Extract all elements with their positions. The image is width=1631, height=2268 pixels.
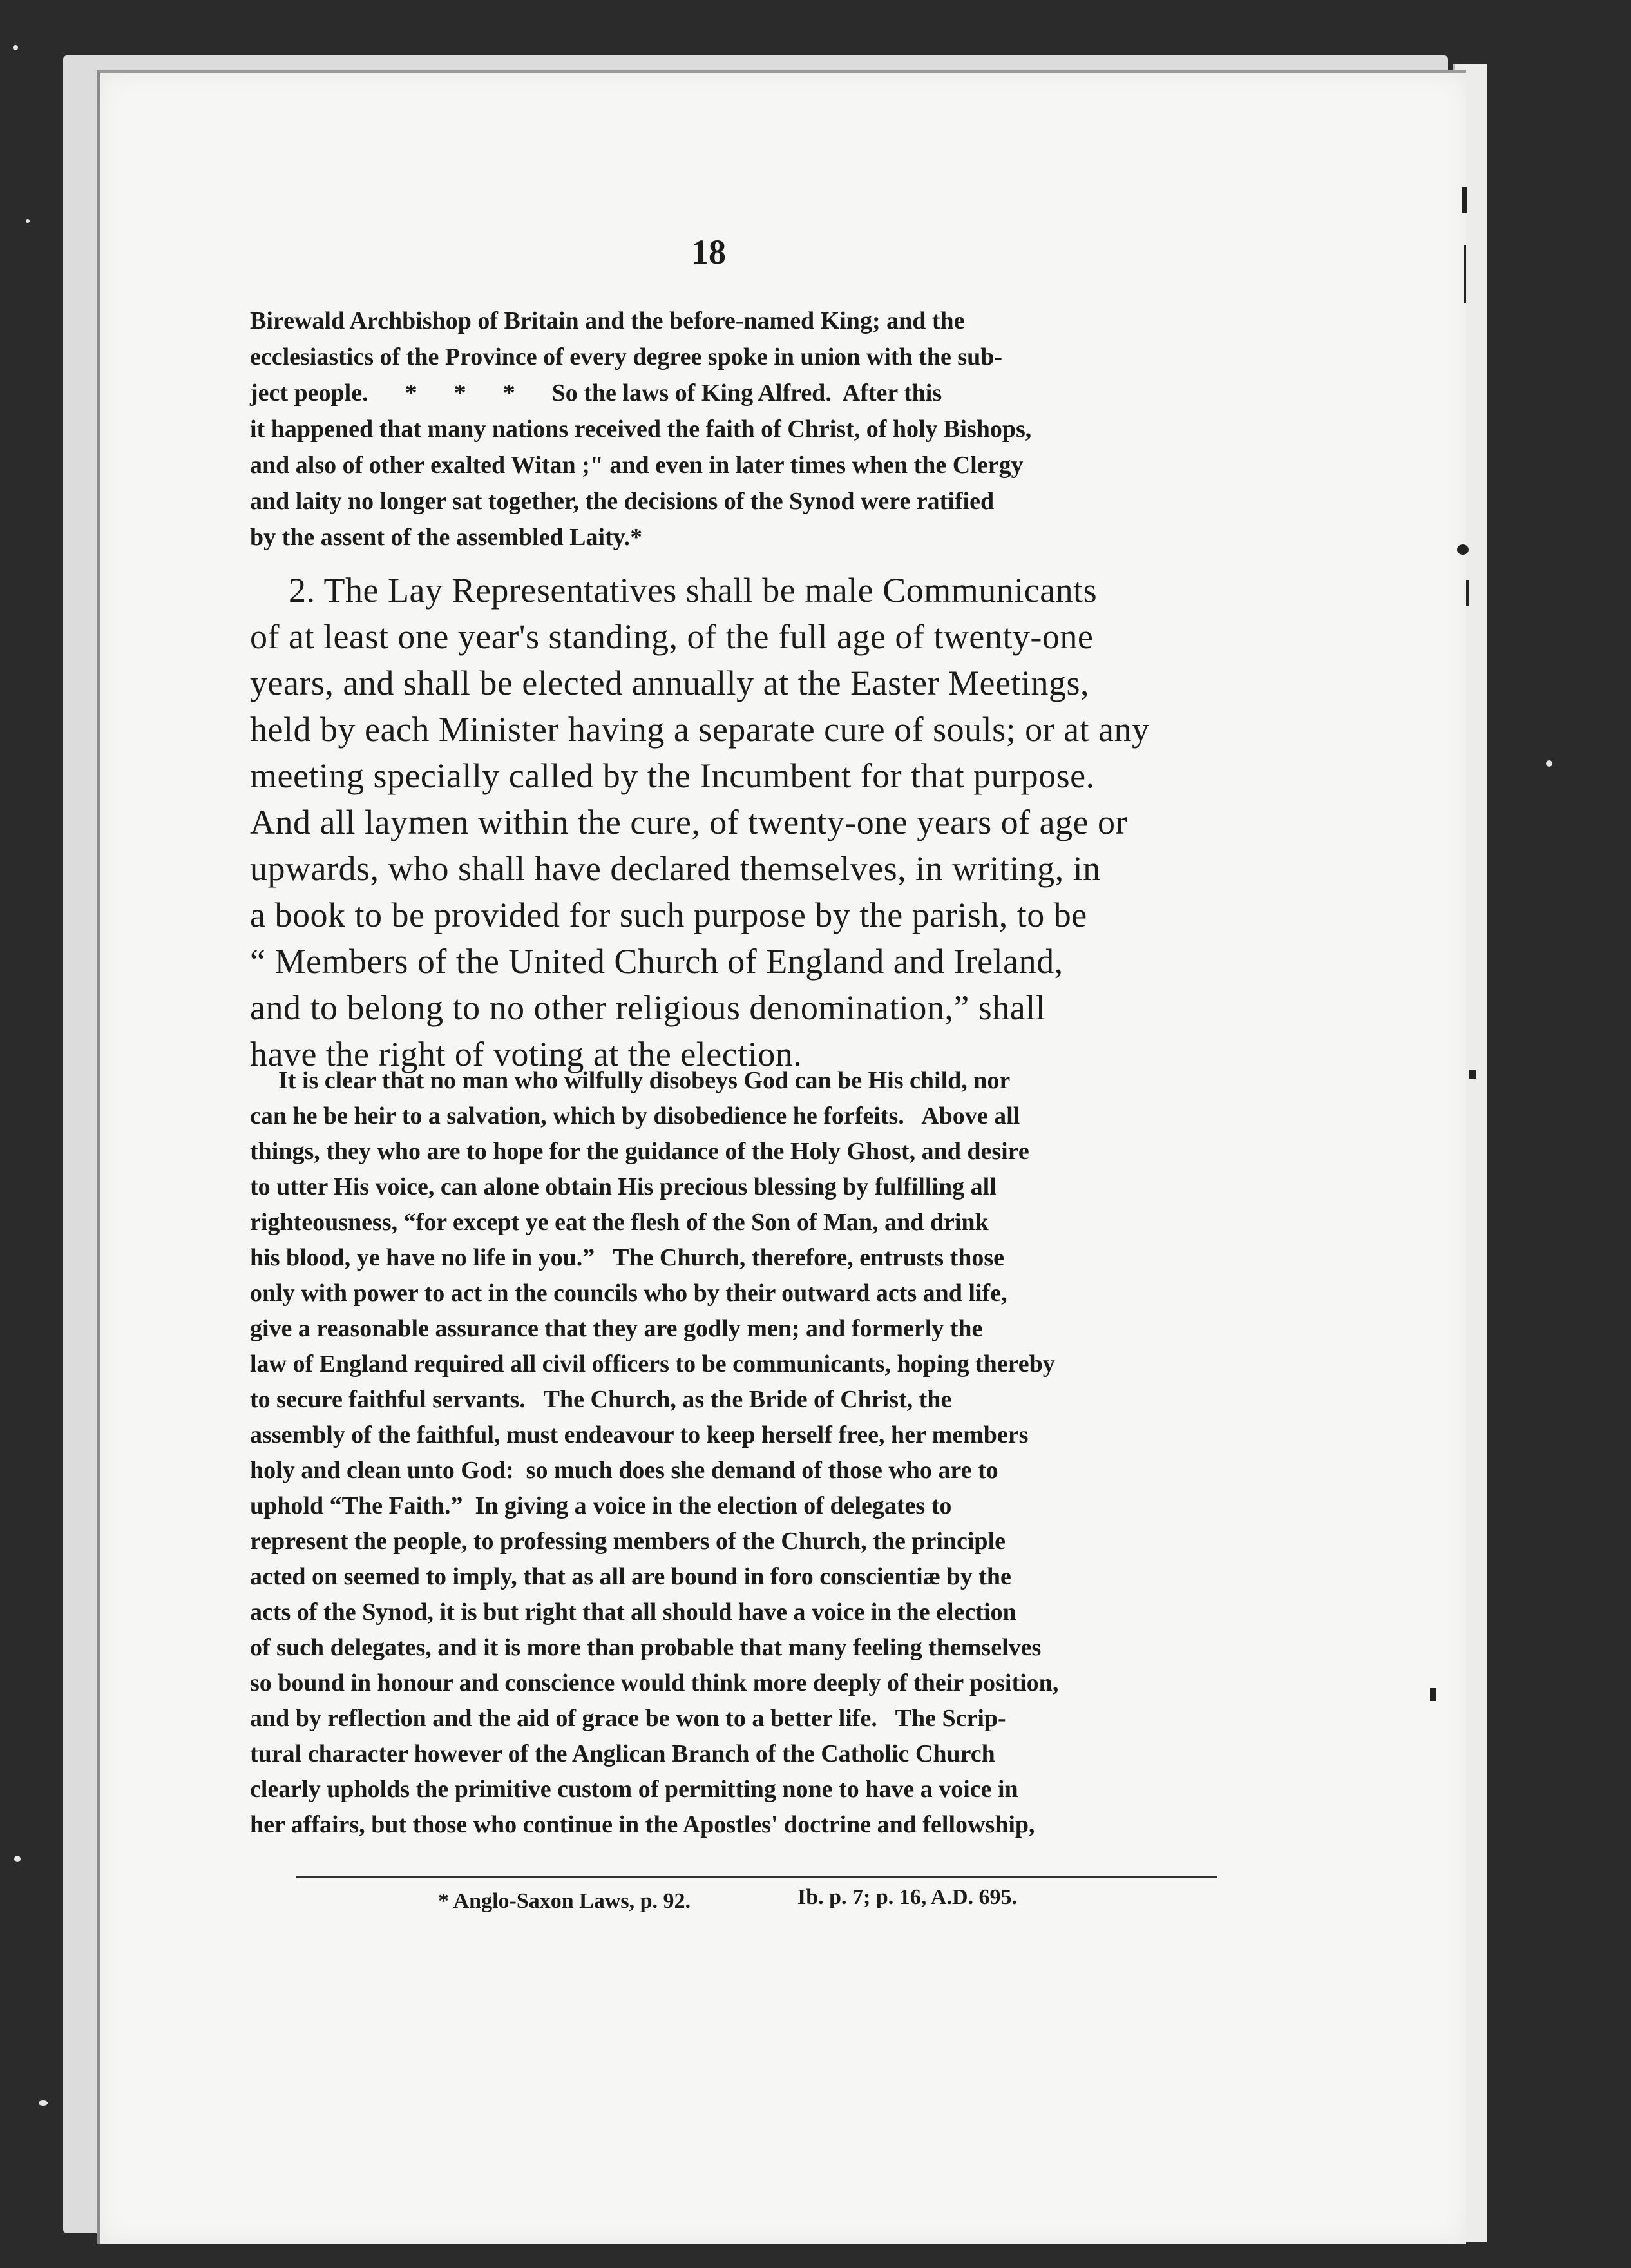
binding-mark xyxy=(1430,1688,1436,1701)
text-line: and by reflection and the aid of grace be won to a better life. The Scrip- xyxy=(250,1705,1006,1732)
text-line: things, they who are to hope for the guidance of the Holy Ghost, and desire xyxy=(250,1138,1029,1165)
speck xyxy=(1546,760,1552,767)
text-line: by the assent of the assembled Laity.* xyxy=(250,524,643,551)
text-line: acted on seemed to imply, that as all are bound in foro conscientiæ by the xyxy=(250,1563,1011,1590)
binding-mark xyxy=(1469,1070,1476,1079)
text-line: “ Members of the United Church of England and Ireland, xyxy=(250,942,1063,981)
binding-mark xyxy=(1457,544,1469,555)
text-line: meeting specially called by the Incumbent for that purpose. xyxy=(250,756,1095,795)
text-line: and laity no longer sat together, the decisions of the Synod were ratified xyxy=(250,488,995,515)
text-line: his blood, ye have no life in you.” The Church, therefore, entrusts those xyxy=(250,1244,1005,1271)
text-line: uphold “The Faith.” In giving a voice in the election of delegates to xyxy=(250,1492,952,1519)
text-line: righteousness, “for except ye eat the flesh of the Son of Man, and drink xyxy=(250,1209,989,1236)
text-line: holy and clean unto God: so much does she demand of those who are to xyxy=(250,1457,998,1484)
commentary-paragraph xyxy=(250,1063,1216,1843)
text-line: of such delegates, and it is more than probable that many feeling themselves xyxy=(250,1634,1042,1661)
footnote-left: * Anglo-Saxon Laws, p. 92. xyxy=(438,1889,691,1913)
text-line: years, and shall be elected annually at the Easter Meetings, xyxy=(250,664,1090,702)
text-line: to utter His voice, can alone obtain His precious blessing by fulfilling all xyxy=(250,1173,997,1200)
text-line: acts of the Synod, it is but right that all should have a voice in the election xyxy=(250,1599,1016,1626)
text-line: her affairs, but those who continue in the Apostles' doctrine and fellowship, xyxy=(250,1811,1035,1838)
text-line: so bound in honour and conscience would think more deeply of their position, xyxy=(250,1669,1059,1696)
text-line: tural character however of the Anglican Branch of the Catholic Church xyxy=(250,1740,995,1767)
text-line: to secure faithful servants. The Church, as the Bride of Christ, the xyxy=(250,1386,952,1413)
text-line: of at least one year's standing, of the full age of twenty-one xyxy=(250,617,1094,656)
text-line: and to belong to no other religious denomination,” shall xyxy=(250,988,1046,1027)
binding-mark xyxy=(1462,187,1467,213)
speck xyxy=(39,2100,48,2106)
footnote-right: Ib. p. 7; p. 16, A.D. 695. xyxy=(797,1885,1018,1909)
text-line: give a reasonable assurance that they are godly men; and formerly the xyxy=(250,1315,983,1342)
text-line: it happened that many nations received the faith of Christ, of holy Bishops, xyxy=(250,416,1032,443)
text-line: clearly upholds the primitive custom of permitting none to have a voice in xyxy=(250,1776,1018,1803)
rule-paragraph xyxy=(250,567,1216,1077)
text-line: assembly of the faithful, must endeavour to keep herself free, her members xyxy=(250,1421,1029,1448)
speck xyxy=(14,1856,21,1862)
text-line: ecclesiastics of the Province of every degree spoke in union with the sub- xyxy=(250,343,1003,370)
text-line: Birewald Archbishop of Britain and the before-named King; and the xyxy=(250,307,965,334)
text-line: only with power to act in the councils who by their outward acts and life, xyxy=(250,1280,1007,1307)
binding-mark xyxy=(1466,580,1469,606)
text-line: and also of other exalted Witan ;" and even in later times when the Clergy xyxy=(250,452,1024,479)
text-line: 2. The Lay Representatives shall be male Communicants xyxy=(289,571,1098,610)
speck xyxy=(26,219,30,223)
text-line: held by each Minister having a separate cure of souls; or at any xyxy=(250,710,1150,749)
text-line: can he be heir to a salvation, which by disobedience he forfeits. Above all xyxy=(250,1102,1020,1129)
text-line: ject people. * * * So the laws of King Alfred. After this xyxy=(250,380,942,407)
preceding-paragraph xyxy=(250,303,1216,555)
text-line: And all laymen within the cure, of twenty-one years of age or xyxy=(250,803,1128,841)
text-line: have the right of voting at the election. xyxy=(250,1035,803,1073)
text-line: law of England required all civil officers to be communicants, hoping thereby xyxy=(250,1350,1055,1378)
text-line: a book to be provided for such purpose by the parish, to be xyxy=(250,896,1087,934)
text-line: It is clear that no man who wilfully disobeys God can be His child, nor xyxy=(278,1067,1011,1094)
footnote-divider xyxy=(296,1876,1217,1878)
text-line: upwards, who shall have declared themselves, in writing, in xyxy=(250,849,1101,888)
page-number: 18 xyxy=(691,233,726,271)
text-line: represent the people, to professing members of the Church, the principle xyxy=(250,1528,1006,1555)
binding-mark xyxy=(1464,245,1466,303)
speck xyxy=(13,45,18,50)
